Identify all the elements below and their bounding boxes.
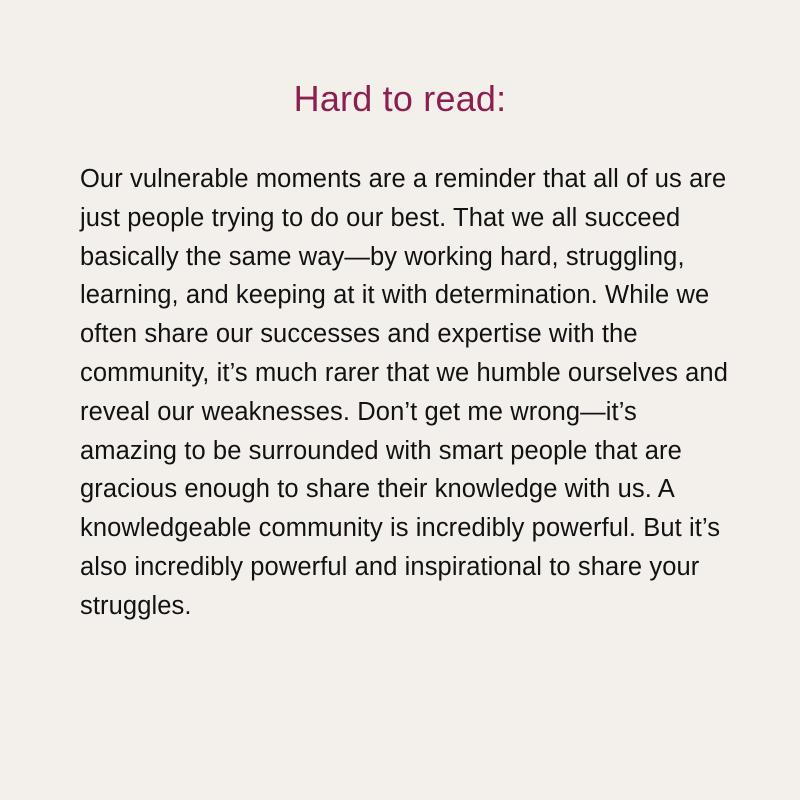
heading: Hard to read: [293, 78, 507, 120]
paragraph: Our vulnerable moments are a reminder that all of us are just people trying to do our best. That we all succeed basically the same way—by working hard, struggling, learning, and keeping at it with determination. While we often share our successes and expertise with the community, it’s much rarer that we humble ourselves and reveal our weaknesses. Don’t get me wrong—it’s amazing to be surrounded with smart people that are gracious enough to share their knowledge with us. A knowledgeable community is incredibly powerful. But it’s also incredibly powerful and inspirational to share your struggles. [80, 165, 728, 620]
